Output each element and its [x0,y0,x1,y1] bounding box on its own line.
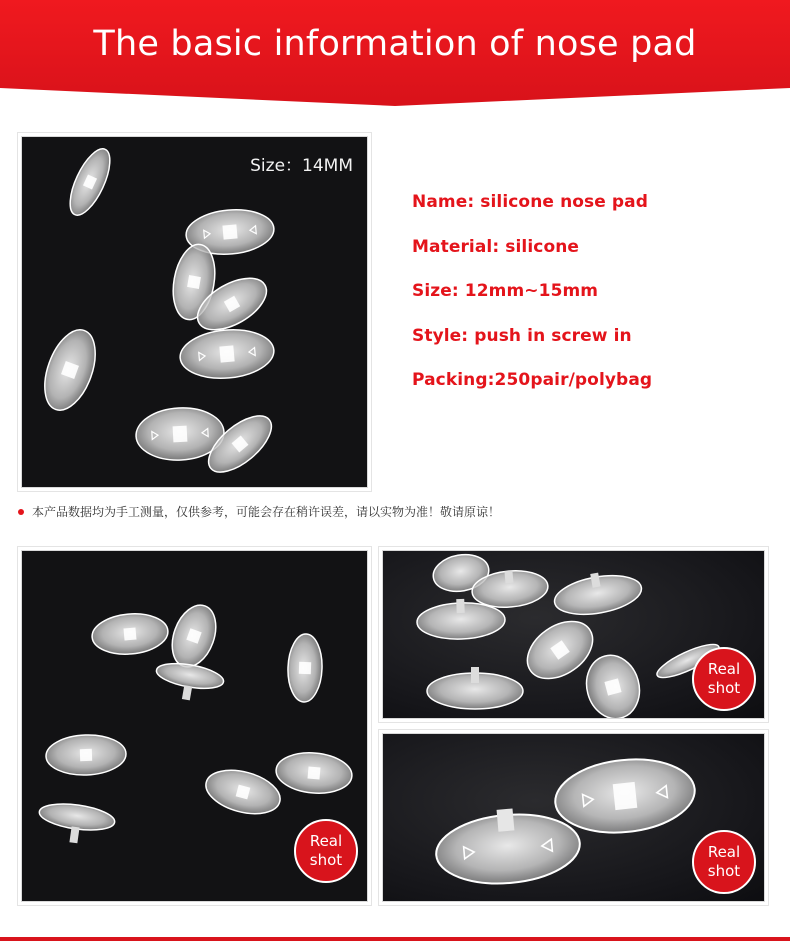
nose-pad [45,734,126,777]
badge-line2: shot [707,862,741,880]
nose-pad [35,323,105,417]
badge-line1: Real [309,832,343,850]
nose-pad [62,143,118,220]
spec-style: Style: push in screw in [412,325,632,346]
badge-line2: shot [309,851,343,869]
real-shot-badge [294,819,358,883]
nose-pad [287,633,323,702]
spec-material: Material: silicone [412,236,580,257]
spec-list [412,192,652,415]
real-shot-photo-large [22,551,367,901]
nose-pad [152,659,225,705]
nose-pad [274,750,353,796]
nose-pad [552,753,699,839]
nose-pad [427,667,523,709]
real-shot-photo-top-right [383,551,764,718]
real-shot-badge [692,647,756,711]
real-shot-badge [692,830,756,894]
spec-size: Size: 12mm~15mm [412,281,599,301]
nose-pad [178,326,276,382]
disclaimer-text: 本产品数据均为手工测量，仅供参考，可能会存在稍许误差，请以实物为准！敬请原谅！ [32,505,501,519]
disclaimer [18,503,500,520]
badge-line1: Real [707,660,741,678]
real-shot-photo-bottom-right [383,734,764,901]
size-label: Size：14MM [250,156,353,176]
bullet-dot-icon [18,509,24,515]
nose-pad [201,763,285,821]
badge-line1: Real [707,843,741,861]
page-title: The basic information of nose pad [93,24,697,64]
spec-name: Name: silicone nose pad [412,192,649,212]
header-banner [0,0,790,106]
spec-packing: Packing:250pair/polybag [412,370,653,390]
nose-pads-illustration [22,137,367,487]
nose-pad [164,599,223,673]
main-product-photo [22,137,367,487]
nose-pad [90,611,169,657]
badge-line2: shot [707,679,741,697]
nose-pad [580,649,647,718]
nose-pad [36,800,117,848]
bottom-divider [0,937,790,941]
nose-pad [551,566,645,621]
